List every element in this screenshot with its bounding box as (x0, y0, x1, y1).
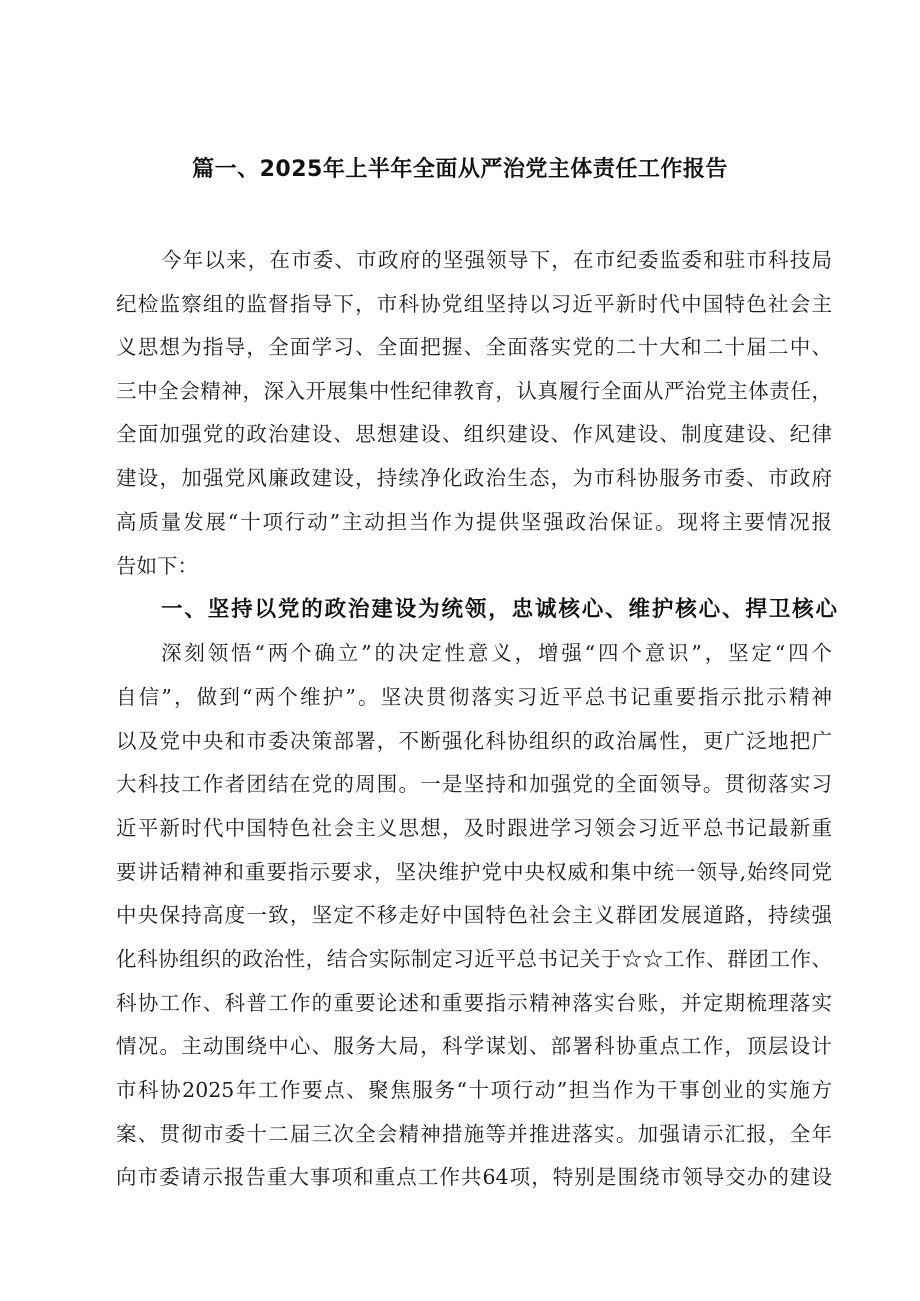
intro-line: 高质量发展“十项行动”主动担当作为提供坚强政治保证。现将主要情况报 (116, 510, 832, 534)
intro-line: 告如下： (116, 554, 198, 578)
body-line: 要讲话精神和重要指示要求，坚决维护党中央权威和集中统一领导,始终同党 (116, 860, 832, 884)
intro-line: 建设，加强党风廉政建设，持续净化政治生态，为市科协服务市委、市政府 (116, 466, 832, 490)
body-line: 化科协组织的政治性，结合实际制定习近平总书记关于☆☆工作、群团工作、 (116, 947, 832, 971)
body-line: 案、贯彻市委十二届三次全会精神措施等并推进落实。加强请示汇报，全年 (116, 1122, 832, 1146)
body-line: 情况。主动围绕中心、服务大局，科学谋划、部署科协重点工作，顶层设计 (116, 1034, 832, 1058)
section-heading: 一、坚持以党的政治建设为统领，忠诚核心、维护核心、捍卫核心 (161, 597, 837, 622)
body-line: 以及党中央和市委决策部署，不断强化科协组织的政治属性，更广泛地把广 (116, 729, 832, 753)
intro-line: 三中全会精神，深入开展集中性纪律教育，认真履行全面从严治党主体责任， (116, 379, 832, 403)
body-line: 大科技工作者团结在党的周围。一是坚持和加强党的全面领导。贯彻落实习 (116, 772, 832, 796)
intro-line: 全面加强党的政治建设、思想建设、组织建设、作风建设、制度建设、纪律 (116, 422, 832, 446)
intro-line: 今年以来，在市委、市政府的坚强领导下，在市纪委监委和驻市科技局 (161, 248, 832, 272)
body-line: 自信”，做到“两个维护”。坚决贯彻落实习近平总书记重要指示批示精神 (116, 685, 832, 709)
document-title: 篇一、2025年上半年全面从严治党主体责任工作报告 (192, 157, 728, 182)
body-line: 科协工作、科普工作的重要论述和重要指示精神落实台账，并定期梳理落实 (116, 991, 832, 1015)
body-line: 中央保持高度一致，坚定不移走好中国特色社会主义群团发展道路，持续强 (116, 903, 832, 927)
intro-line: 纪检监察组的监督指导下，市科协党组坚持以习近平新时代中国特色社会主 (116, 292, 832, 316)
body-line: 向市委请示报告重大事项和重点工作共64项，特别是围绕市领导交办的建设 (116, 1165, 832, 1189)
body-line: 近平新时代中国特色社会主义思想，及时跟进学习领会习近平总书记最新重 (116, 816, 832, 840)
intro-line: 义思想为指导，全面学习、全面把握、全面落实党的二十大和二十届二中、 (116, 335, 832, 359)
body-line: 市科协2025年工作要点、聚焦服务“十项行动”担当作为干事创业的实施方 (116, 1078, 832, 1102)
body-line: 深刻领悟“两个确立”的决定性意义，增强“四个意识”，坚定“四个 (161, 641, 832, 665)
